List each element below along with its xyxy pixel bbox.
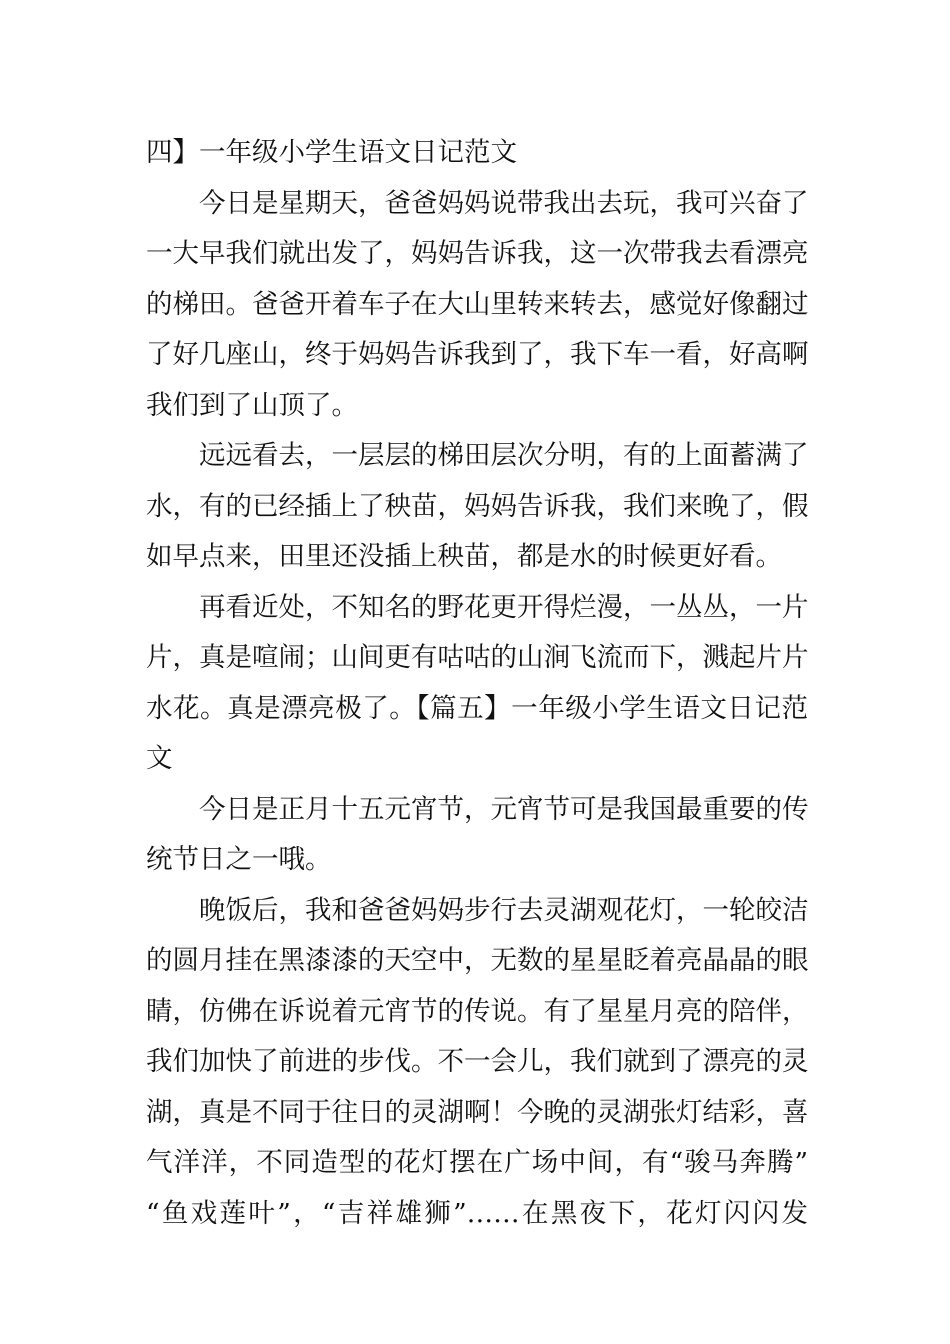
- document-page: [146, 128, 808, 1239]
- text-line: 如早点来，田里还没插上秧苗，都是水的时候更好看。: [146, 541, 782, 572]
- text-line: “鱼戏莲叶”，“吉祥雄狮”……在黑夜下，花灯闪闪发: [146, 1197, 808, 1229]
- text-line: 今日是正月十五元宵节，元宵节可是我国最重要的传: [199, 793, 809, 825]
- text-line: 水花。真是漂亮极了。【篇五】一年级小学生语文日记范: [146, 692, 808, 724]
- section-heading: 四】一年级小学生语文日记范文: [146, 137, 517, 168]
- text-line: 今日是星期天，爸爸妈妈说带我出去玩，我可兴奋了: [199, 187, 809, 219]
- text-line: 了好几座山，终于妈妈告诉我到了，我下车一看，好高啊: [146, 339, 809, 370]
- text-line: 再看近处，不知名的野花更开得烂漫，一丛丛，一片: [199, 591, 809, 623]
- text-line: 睛，仿佛在诉说着元宵节的传说。有了星星月亮的陪伴，: [146, 995, 809, 1027]
- text-line: 的圆月挂在黑漆漆的天空中，无数的星星眨着亮晶晶的眼: [146, 945, 809, 976]
- text-line: 湖，真是不同于往日的灵湖啊！今晚的灵湖张灯结彩，喜: [146, 1096, 809, 1128]
- text-line: 我们到了山顶了。: [146, 389, 358, 421]
- text-line: 统节日之一哦。: [146, 844, 332, 875]
- text-line: 远远看去，一层层的梯田层次分明，有的上面蓄满了: [199, 440, 809, 471]
- text-line: 晚饭后，我和爸爸妈妈步行去灵湖观花灯，一轮皎洁: [199, 894, 809, 926]
- text-line: 水，有的已经插上了秧苗，妈妈告诉我，我们来晚了，假: [146, 490, 809, 522]
- text-line: 我们加快了前进的步伐。不一会儿，我们就到了漂亮的灵: [146, 1046, 809, 1077]
- text-line: 文: [146, 743, 173, 774]
- text-line: 的梯田。爸爸开着车子在大山里转来转去，感觉好像翻过: [146, 288, 809, 320]
- text-line: 气洋洋，不同造型的花灯摆在广场中间，有“骏马奔腾”: [146, 1147, 808, 1178]
- text-line: 一大早我们就出发了，妈妈告诉我，这一次带我去看漂亮: [146, 238, 809, 269]
- text-line: 片，真是喧闹；山间更有咕咕的山涧飞流而下，溅起片片: [146, 642, 809, 673]
